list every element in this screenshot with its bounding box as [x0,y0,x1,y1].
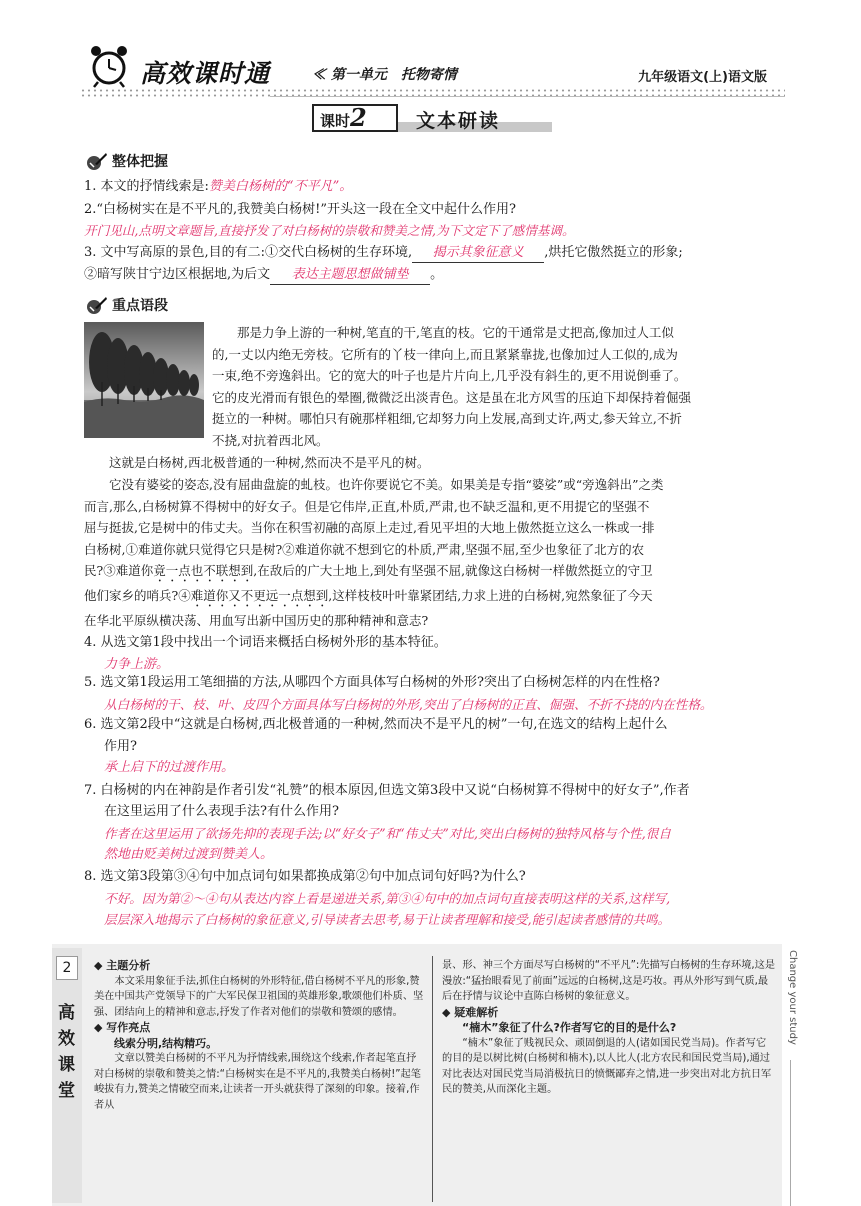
section-key-passage-header [86,294,168,316]
answer-6: 承上启下的过渡作用。 [104,760,235,775]
difficulty-heading: ◆ 疑难解析 [442,1005,499,1019]
lesson-label: 课时 [320,112,351,130]
pencil-icon [86,151,108,171]
question-6-line-1: 6. 选文第2段中“这就是白杨树,西北极普通的一种树,然而决不是平凡的树”一句,在选文的结构上起什么 [84,717,668,732]
writing-highlights-text: 文章以赞美白杨树的不平凡为抒情线索,围绕这个线索,作者起笔直抒对白杨树的崇敬和赞美之情:“白杨树实在是不平凡的,我赞美白杨树!”起笔峻拔有力,赞美之情破空而来,让读者一开头就获得了深刻的印象。接着,作者从 [94,1053,421,1111]
question-5: 5. 选文第1段运用工笔细描的方法,从哪四个方面具体写白杨树的外形?突出了白杨树怎样的内在性格? [84,675,660,690]
lesson-title [312,104,552,134]
alarm-clock-icon [86,42,132,88]
writing-highlights-heading: ◆ 写作亮点 [94,1021,151,1034]
question-7-line-1: 7. 白杨树的内在神韵是作者引发“礼赞”的根本原因,但选文第3段中又说“白杨树算不得树中的好女子”,作者 [84,783,690,798]
passage-paragraph-3: 它没有婆娑的姿态,没有屈曲盘旋的虬枝。也许你要说它不美。如果美是专指“婆娑”或“旁逸斜出”之类 而言,那么,白杨树算不得树中的好女子。但是它伟岸,正直,朴质,严肃,也不缺乏温和,更不用提它的坚强不 屈与挺拔,它是树中的伟丈夫。当你在积雪初融的高原上走过,看见平坦的大地上傲然挺立这么一株或一排 白杨树,①难道你就只觉得它只是树?②难道你就不想到它的朴质,严肃,坚强不屈,至少也象征了北方的农 民?③难道你竟一点也不联想到,在敌后的广大土地上,到处有坚强不屈,就像这白杨树一样傲然挺立的守卫 他们家乡的哨兵?④难道你又不更远一点想到,这样枝枝叶叶靠紧团结,力求上进的白杨树,宛然象征了今天 在华北平原纵横决荡、用血写出新中国历史的那种精神和意志? [84,477,664,628]
answer-2: 开门见山,点明文章题旨,直接抒发了对白杨树的崇敬和赞美之情,为下文定下了感情基调。 [84,223,575,238]
answer-3-blank-1: 揭示其象征意义 [412,244,544,263]
question-7-line-2: 在这里运用了什么表现手法?有什么作用? [104,804,339,819]
question-4: 4. 从选文第1段中找出一个词语来概括白杨树外形的基本特征。 [84,635,447,650]
answer-7-line-1: 作者在这里运用了欲扬先抑的表现手法;以“好女子”和“伟丈夫”对比,突出白杨树的独特风格与个性,很自 [104,826,671,841]
dotted-phrase: 竟一点也不联想到 [153,563,254,578]
vertical-slogan: Change your study [787,950,798,1045]
answer-4: 力争上游。 [104,657,170,672]
answer-3-blank-2: 表达主题思想做铺垫 [270,266,430,285]
answer-7-line-2: 然地由贬美树过渡到赞美人。 [104,847,274,862]
grade-label: 九年级语文(上)语文版 [638,70,767,85]
theme-analysis-text: 本文采用象征手法,抓住白杨树的外形特征,借白杨树不平凡的形象,赞美在中国共产党领导下的广大军民保卫祖国的英雄形象,歌颂他们朴质、坚强、团结向上的精神和意志,抒发了作者对他们的崇敬和赞颂的感情。 [94,975,424,1018]
lesson-number: 2 [350,103,367,132]
theme-analysis-heading: ◆ 主题分析 [94,959,151,972]
writing-highlights-subtitle: 线索分明,结构精巧。 [114,1036,218,1050]
writing-highlights-continued: 景、形、神三个方面尽写白杨树的“不平凡”:先描写白杨树的生存环境,这是漫放:“猛抬眼看见了前面”远远的白杨树,这是巧妆。再从外形写到气质,最后在抒情与议论中直陈白杨树的象征意义。 [442,960,776,1002]
side-tab [52,948,82,1203]
question-1: 1. 本文的抒情线索是:赞美白杨树的“不平凡”。 [84,179,353,194]
page-number: 2 [56,956,78,980]
column-divider [432,956,433,1202]
answer-8-line-1: 不好。因为第②～④句从表达内容上看是递进关系,第③④句中的加点词句直接表明这样的关系,这样写, [104,891,671,906]
difficulty-question: “楠木”象征了什么?作者写它的目的是什么? [462,1021,677,1034]
notes-right-column [442,958,776,1098]
section-overview-header [86,150,168,172]
notes-left-column [94,958,424,1113]
passage-paragraph-2: 这就是白杨树,西北极普通的一种树,然而决不是平凡的树。 [109,455,430,470]
lesson-number-box [312,104,398,132]
right-edge-line [790,1060,791,1206]
difficulty-answer: “楠木”象征了贱视民众、顽固倒退的人(诸如国民党当局)。作者写它的目的是以树比树(白杨树和楠木),以人比人(北方农民和国民党当局),通过对比表达对国民党当局消极抗日的愤慨鄙弃之情,进一步突出对北方抗日军民的赞美,从而深化主题。 [442,1037,772,1095]
answer-8-line-2: 层层深入地揭示了白杨树的象征意义,引导读者去思考,易于让读者理解和接受,能引起读者感情的共鸣。 [104,912,671,927]
brand-logo: 高效课时通 [140,59,271,88]
unit-label: ≪ 第一单元 托物寄情 [312,67,457,83]
question-3-line-1: 3. 文中写高原的景色,目的有二:①交代白杨树的生存环境, 揭示其象征意义 ,烘托它傲然挺立的形象; [84,244,683,263]
answer-1: 赞美白杨树的“不平凡”。 [208,179,353,194]
lesson-name: 文本研读 [416,110,501,132]
poplar-trees-image [84,322,204,438]
question-3-line-2: ②暗写陕甘宁边区根据地,为后文 表达主题思想做铺垫 。 [84,266,443,285]
poplar-trees-photo [84,322,204,438]
dotted-phrase: 难道你又不更远一点想到 [190,588,329,603]
passage-paragraph-1: 那是力争上游的一种树,笔直的干,笔直的枝。它的干通常是丈把高,像加过人工似 的,一丈以内绝无旁枝。它所有的丫枝一律向上,而且紧紧靠拢,也像加过人工似的,成为 一束,绝不旁逸斜出。它的宽大的叶子也是片片向上,几乎没有斜生的,更不用说倒垂了。 它的皮光滑而有银色的晕圈,微微泛出淡青色。这是虽在北方风雪的压迫下却保持着倔强 挺立的一种树。哪怕只有碗那样粗细,它却努力向上发展,高到丈许,两丈,参天耸立,不折 不挠,对抗着西北风。 [212,325,691,448]
answer-5: 从白杨树的干、枝、叶、皮四个方面具体写白杨树的外形,突出了白杨树的正直、倔强、不折不挠的内在性格。 [104,697,713,712]
section-title: 重点语段 [112,298,168,314]
question-8: 8. 选文第3段第③④句中加点词句如果都换成第②句中加点词句好吗?为什么? [84,869,526,884]
header-rule [270,96,785,97]
side-title: 高效课堂 [58,1003,75,1101]
section-title: 整体把握 [112,154,168,170]
pencil-icon [86,295,108,315]
question-2: 2.“白杨树实在是不平凡的,我赞美白杨树!”开头这一段在全文中起什么作用? [84,202,517,217]
question-6-line-2: 作用? [104,739,137,754]
page-header [80,40,785,98]
